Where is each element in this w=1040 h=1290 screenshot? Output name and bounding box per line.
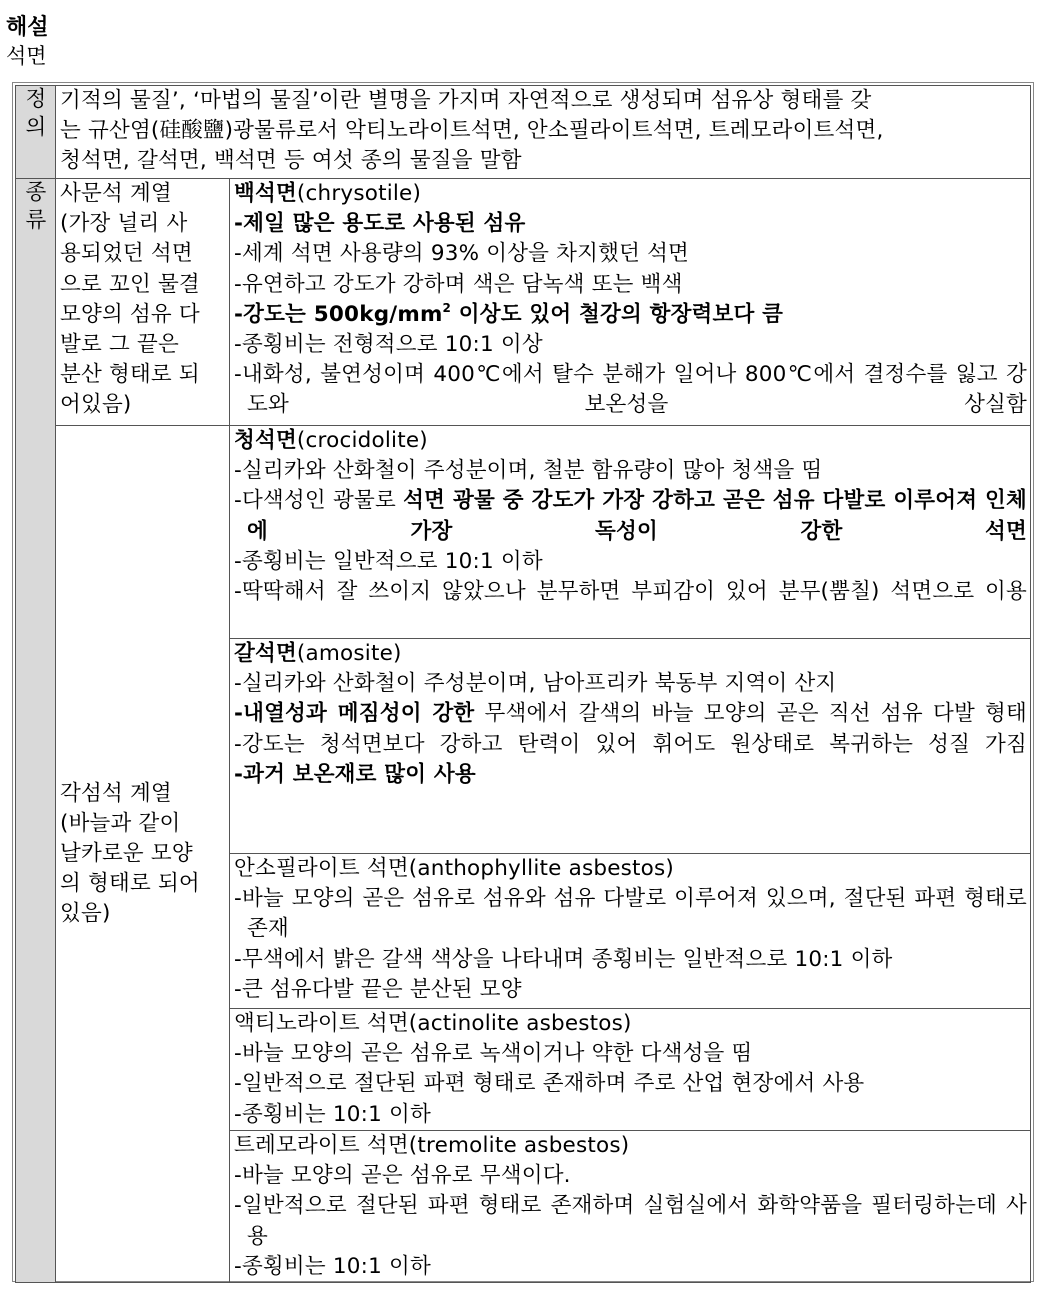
crocidolite-item-3: -종횡비는 일반적으로 10:1 이하 — [234, 548, 543, 574]
actinolite-name: 액티노라이트 석면(actinolite asbestos) — [234, 1011, 632, 1036]
tremolite-item-3: -종횡비는 10:1 이하 — [234, 1253, 431, 1279]
asbestos-table-frame — [12, 82, 1034, 1282]
types-label-char-1: 종 — [25, 180, 47, 205]
amosite-name: 갈석면(amosite) — [234, 641, 402, 666]
amosite-item-2: -내열성과 메짐성이 강한 무색에서 갈색의 바늘 모양의 곧은 직선 섬유 다발 형태 — [234, 701, 1027, 727]
actinolite-cell — [230, 1009, 1031, 1131]
chrysotile-item-5: -종횡비는 전형적으로 10:1 이상 — [234, 332, 543, 358]
chrysotile-row — [16, 179, 1031, 426]
amosite-cell — [230, 639, 1031, 854]
asbestos-table — [15, 85, 1031, 1283]
definition-label — [16, 86, 56, 179]
crocidolite-item-1: -실리카와 산화철이 주성분이며, 철분 함유량이 많아 청색을 띰 — [234, 458, 823, 484]
tremolite-cell — [230, 1131, 1031, 1283]
serpentine-line-4: 으로 꼬인 물결 — [60, 271, 200, 297]
crocidolite-item-2: -다색성인 광물로 석면 광물 중 강도가 가장 강하고 곧은 섬유 다발로 이루어져 인체에 가장 독성이 강한 석면 — [234, 488, 1027, 544]
definition-cell — [56, 86, 1031, 179]
definition-line-2: 는 규산염(硅酸鹽)광물류로서 악티노라이트석면, 안소필라이트석면, 트레모라이트석면, — [60, 118, 884, 144]
anthophyllite-item-1: -바늘 모양의 곧은 섬유로 섬유와 섬유 다발로 이루어져 있으며, 절단된 파편 형태로 존재 — [234, 886, 1027, 942]
page-subtitle: 석면 — [6, 44, 47, 68]
types-label — [16, 179, 56, 1283]
chrysotile-item-4: -강도는 $500kg/mm^2$ 이상도 있어 철강의 항장력보다 큼 — [234, 300, 784, 327]
serpentine-line-8: 어있음) — [60, 392, 132, 418]
serpentine-line-3: 용되었던 석면 — [60, 241, 193, 267]
tremolite-item-1: -바늘 모양의 곧은 섬유로 무색이다. — [234, 1163, 571, 1189]
chrysotile-item-6: -내화성, 불연성이며 400℃에서 탈수 분해가 일어나 800℃에서 결정수를 잃고 강도와 보온성을 상실함 — [234, 362, 1027, 418]
chrysotile-cell — [230, 179, 1031, 426]
amphibole-line-1: 각섬석 계열 — [60, 780, 172, 806]
serpentine-category — [56, 179, 230, 426]
serpentine-line-1: 사문석 계열 — [60, 181, 172, 206]
chrysotile-item-3: -유연하고 강도가 강하며 색은 담녹색 또는 백색 — [234, 271, 683, 297]
definition-label-char-2: 의 — [25, 115, 47, 140]
crocidolite-cell — [230, 426, 1031, 639]
actinolite-item-2: -일반적으로 절단된 파편 형태로 존재하며 주로 산업 현장에서 사용 — [234, 1071, 865, 1097]
types-label-char-2: 류 — [25, 208, 47, 233]
anthophyllite-item-2: -무색에서 밝은 갈색 색상을 나타내며 종횡비는 일반적으로 10:1 이하 — [234, 946, 893, 972]
tremolite-item-2: -일반적으로 절단된 파편 형태로 존재하며 실험실에서 화학약품을 필터링하는데 사용 — [234, 1193, 1027, 1249]
actinolite-item-3: -종횡비는 10:1 이하 — [234, 1101, 431, 1127]
serpentine-line-6: 발로 그 끝은 — [60, 332, 179, 358]
crocidolite-row — [16, 426, 1031, 639]
amosite-item-3: -강도는 청석면보다 강하고 탄력이 있어 휘어도 원상태로 복귀하는 성질 가짐 — [234, 731, 1027, 757]
definition-line-1: 기적의 물질’, ‘마법의 물질’이란 별명을 가지며 자연적으로 생성되며 섬유상 형태를 갖 — [60, 88, 872, 113]
amosite-item-1: -실리카와 산화철이 주성분이며, 남아프리카 북동부 지역이 산지 — [234, 671, 837, 697]
amphibole-category — [56, 426, 230, 1283]
serpentine-line-7: 분산 형태로 되 — [60, 362, 200, 388]
tremolite-name: 트레모라이트 석면(tremolite asbestos) — [234, 1133, 630, 1158]
crocidolite-name: 청석면(crocidolite) — [234, 428, 428, 453]
chrysotile-item-2: -세계 석면 사용량의 93% 이상을 차지했던 석면 — [234, 241, 690, 267]
anthophyllite-item-3: -큰 섬유다발 끝은 분산된 모양 — [234, 976, 522, 1002]
anthophyllite-cell — [230, 854, 1031, 1009]
serpentine-line-5: 모양의 섬유 다 — [60, 301, 200, 327]
definition-label-char-1: 정 — [25, 87, 47, 112]
amphibole-line-3: 날카로운 모양 — [60, 840, 193, 866]
serpentine-line-2: (가장 널리 사 — [60, 211, 188, 237]
amphibole-line-4: 의 형태로 되어 — [60, 871, 200, 897]
chrysotile-name: 백석면(chrysotile) — [234, 181, 422, 206]
definition-row — [16, 86, 1031, 179]
actinolite-item-1: -바늘 모양의 곧은 섬유로 녹색이거나 약한 다색성을 띰 — [234, 1041, 753, 1067]
amosite-item-4: -과거 보온재로 많이 사용 — [234, 761, 476, 787]
crocidolite-item-4: -딱딱해서 잘 쓰이지 않았으나 분무하면 부피감이 있어 분무(뿜칠) 석면으로 이용 — [234, 579, 1027, 605]
anthophyllite-name: 안소필라이트 석면(anthophyllite asbestos) — [234, 856, 675, 881]
chrysotile-item-1: -제일 많은 용도로 사용된 섬유 — [234, 211, 526, 237]
definition-line-3: 청석면, 갈석면, 백석면 등 여섯 종의 물질을 말함 — [60, 148, 522, 174]
amphibole-line-5: 있음) — [60, 901, 111, 927]
page-title: 해설 — [6, 15, 49, 40]
amphibole-line-2: (바늘과 같이 — [60, 810, 181, 836]
